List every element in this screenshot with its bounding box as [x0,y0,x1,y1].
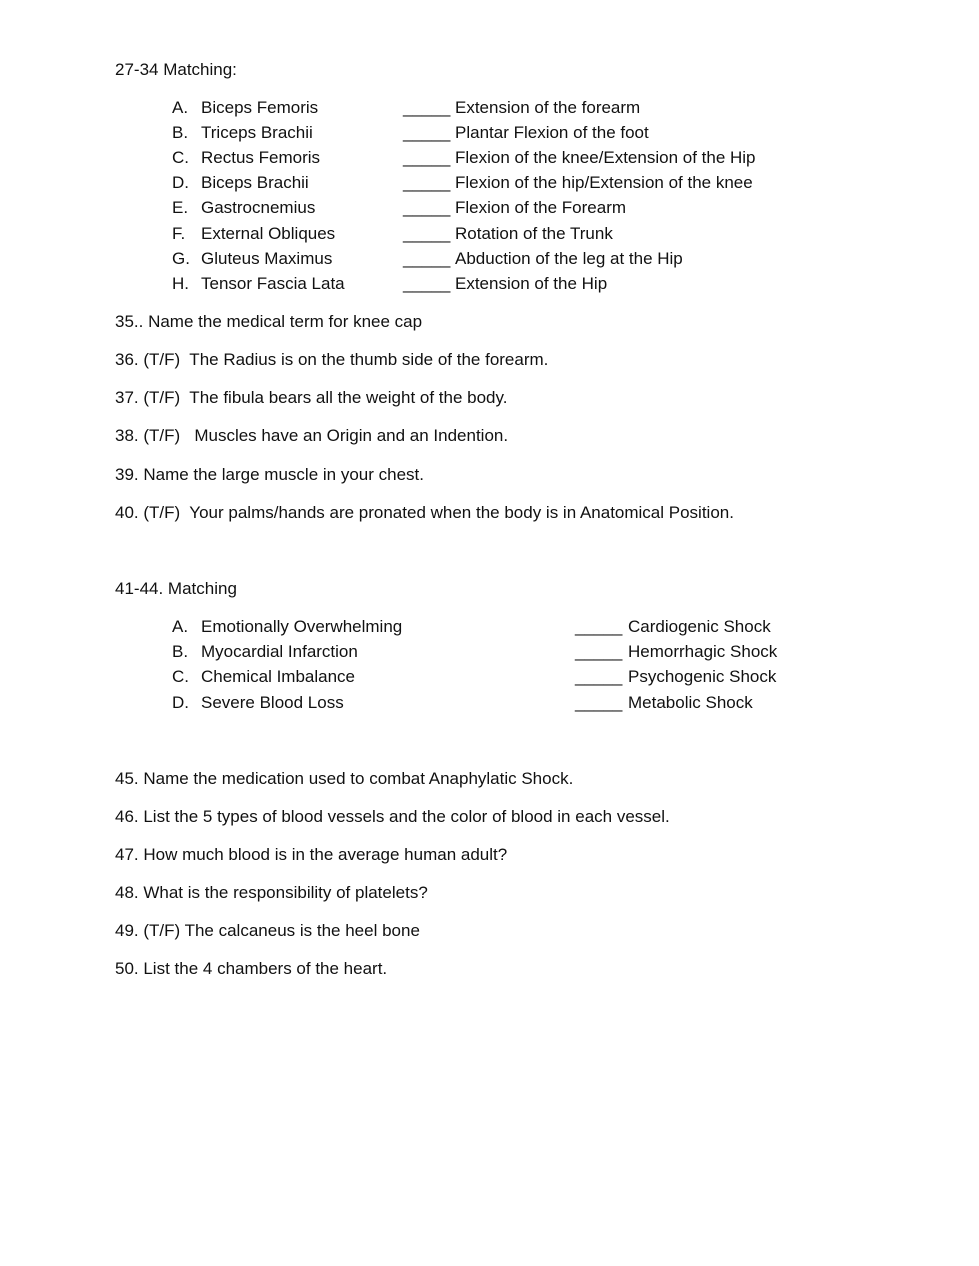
term-letter: C. [172,667,189,686]
term-letter: H. [172,274,189,293]
question-36: 36. (T/F) The Radius is on the thumb side of the forearm. [115,350,549,369]
term-name: Rectus Femoris [201,148,321,167]
term-letter: G. [172,249,190,268]
matching-row [0,617,979,637]
term-name: Gluteus Maximus [201,249,333,268]
answer-blank[interactable]: _____ [403,198,451,217]
question-35: 35.. Name the medical term for knee cap [115,312,423,331]
definition: Cardiogenic Shock [628,617,771,636]
definition: Psychogenic Shock [628,667,777,686]
term-letter: B. [172,642,189,661]
definition: Flexion of the hip/Extension of the knee [455,173,753,192]
question-49: 49. (T/F) The calcaneus is the heel bone [115,921,420,940]
answer-blank[interactable]: _____ [403,98,451,117]
term-letter: E. [172,198,189,217]
question-39: 39. Name the large muscle in your chest. [115,465,424,484]
definition: Flexion of the Forearm [455,198,627,217]
definition: Metabolic Shock [628,693,753,712]
matching-row [0,98,979,118]
term-name: Emotionally Overwhelming [201,617,403,636]
term-name: Triceps Brachii [201,123,313,142]
term-name: Chemical Imbalance [201,667,356,686]
matching-row [0,224,979,244]
matching-row [0,148,979,168]
question-40: 40. (T/F) Your palms/hands are pronated when the body is in Anatomical Position. [115,503,734,522]
section1-heading: 27-34 Matching: [115,60,237,79]
term-name: Myocardial Infarction [201,642,358,661]
term-letter: C. [172,148,189,167]
term-letter: A. [172,98,189,117]
definition: Flexion of the knee/Extension of the Hip [455,148,756,167]
answer-blank[interactable]: _____ [403,249,451,268]
term-name: Biceps Femoris [201,98,319,117]
question-45: 45. Name the medication used to combat Anaphylatic Shock. [115,769,574,788]
question-50: 50. List the 4 chambers of the heart. [115,959,388,978]
question-47: 47. How much blood is in the average human adult? [115,845,508,864]
definition: Abduction of the leg at the Hip [455,249,683,268]
question-48: 48. What is the responsibility of platelets? [115,883,428,902]
definition: Extension of the Hip [455,274,608,293]
question-46: 46. List the 5 types of blood vessels and the color of blood in each vessel. [115,807,670,826]
answer-blank[interactable]: _____ [575,617,623,636]
answer-blank[interactable]: _____ [403,123,451,142]
term-name: External Obliques [201,224,336,243]
term-letter: D. [172,173,189,192]
answer-blank[interactable]: _____ [403,224,451,243]
question-38: 38. (T/F) Muscles have an Origin and an Indention. [115,426,509,445]
term-letter: A. [172,617,189,636]
term-name: Tensor Fascia Lata [201,274,345,293]
matching-row [0,642,979,662]
definition: Extension of the forearm [455,98,641,117]
term-letter: D. [172,693,189,712]
definition: Hemorrhagic Shock [628,642,778,661]
matching-row [0,198,979,218]
answer-blank[interactable]: _____ [403,148,451,167]
answer-blank[interactable]: _____ [575,667,623,686]
answer-blank[interactable]: _____ [575,642,623,661]
term-name: Gastrocnemius [201,198,316,217]
answer-blank[interactable]: _____ [403,173,451,192]
matching-row [0,693,979,713]
matching-row [0,123,979,143]
definition: Rotation of the Trunk [455,224,613,243]
matching-row [0,249,979,269]
answer-blank[interactable]: _____ [403,274,451,293]
definition: Plantar Flexion of the foot [455,123,649,142]
section2-heading: 41-44. Matching [115,579,237,598]
answer-blank[interactable]: _____ [575,693,623,712]
term-name: Severe Blood Loss [201,693,344,712]
matching-row [0,667,979,687]
matching-row [0,173,979,193]
matching-row [0,274,979,294]
term-letter: F. [172,224,186,243]
term-name: Biceps Brachii [201,173,309,192]
term-letter: B. [172,123,189,142]
question-37: 37. (T/F) The fibula bears all the weight of the body. [115,388,508,407]
